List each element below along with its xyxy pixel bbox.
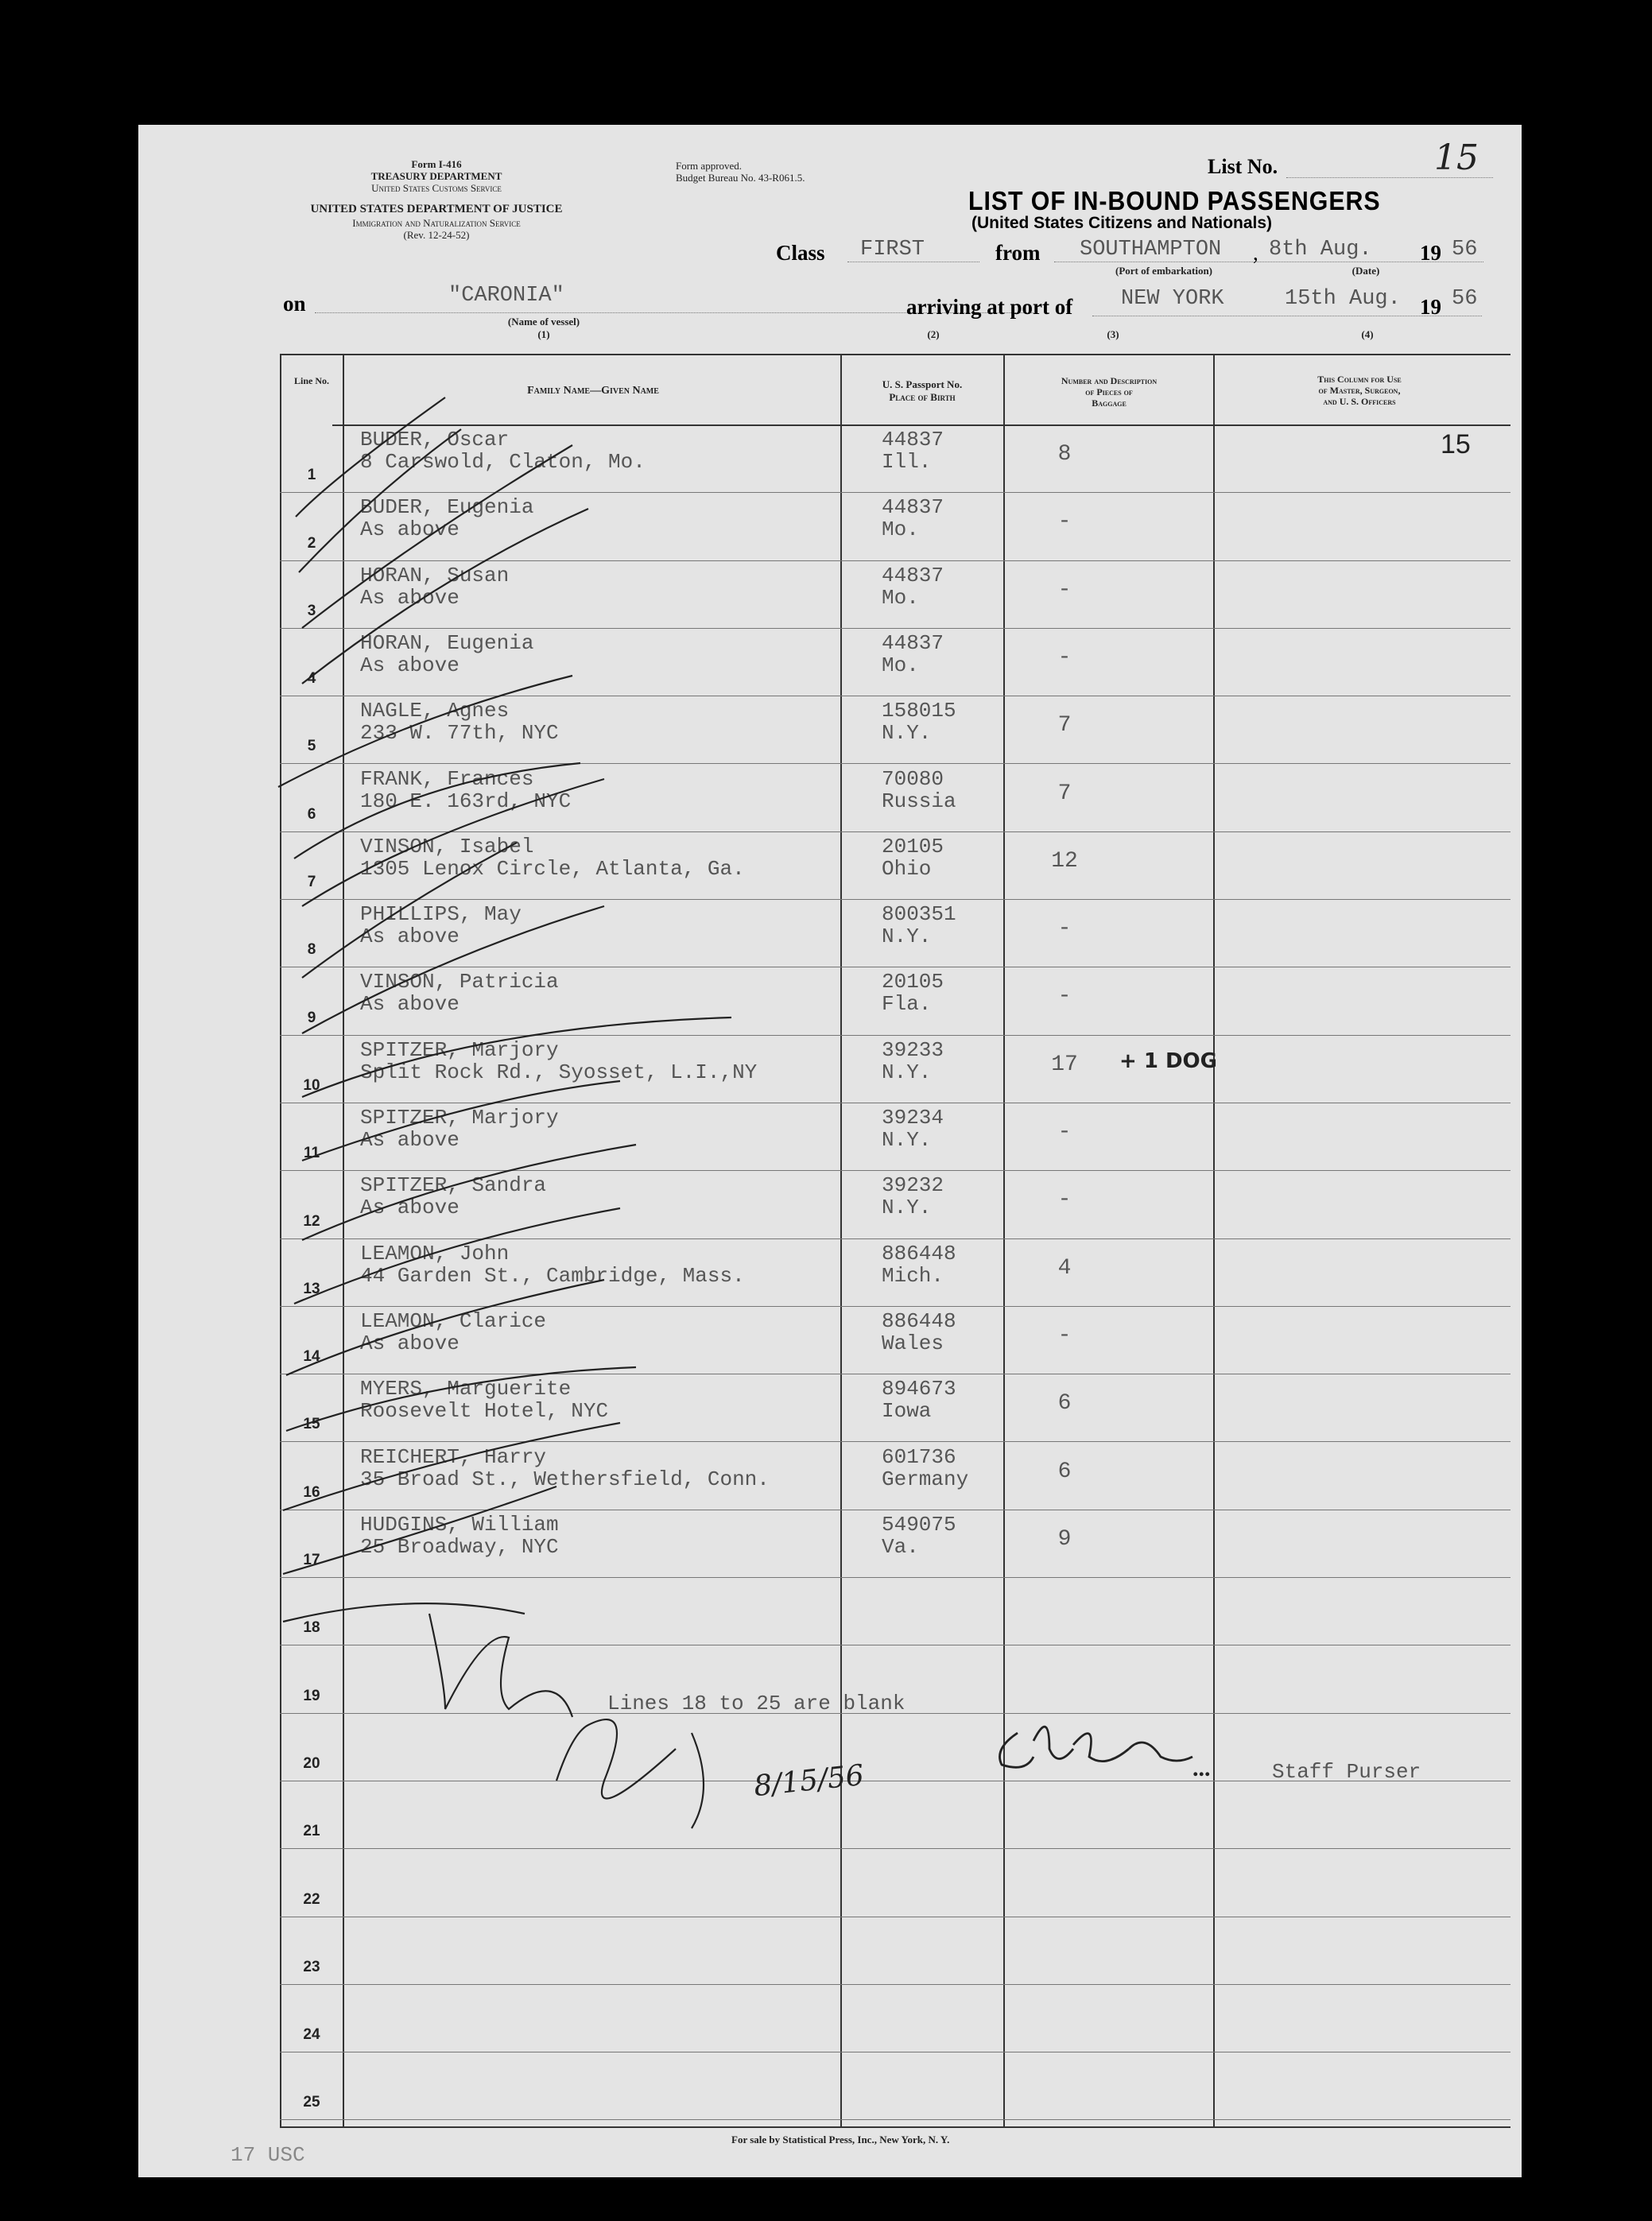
table-row xyxy=(280,901,1510,967)
passenger-name: SPITZER, Marjory xyxy=(360,1106,559,1130)
line-number: 5 xyxy=(307,738,316,755)
passenger-name: HORAN, Susan xyxy=(360,563,510,587)
line-number: 7 xyxy=(307,874,316,891)
place-of-birth: N.Y. xyxy=(882,924,932,949)
passenger-name: MYERS, Marguerite xyxy=(360,1377,572,1401)
form-number: Form I-416 xyxy=(411,158,462,170)
arrival-port: NEW YORK xyxy=(1121,287,1224,311)
line-number: 17 xyxy=(303,1552,320,1569)
passport-number: 601736 xyxy=(882,1444,956,1469)
header-name: Family Name—Given Name xyxy=(527,385,659,397)
baggage-count: - xyxy=(1057,984,1072,1010)
passport-number: 39232 xyxy=(882,1173,944,1198)
baggage-count: 9 xyxy=(1057,1526,1072,1552)
budget-bureau-number: Budget Bureau No. 43-R061.5. xyxy=(676,172,805,184)
passenger-address: As above xyxy=(360,517,460,542)
passport-number: 549075 xyxy=(882,1512,956,1537)
passenger-name: LEAMON, Clarice xyxy=(360,1308,547,1333)
line-number: 24 xyxy=(303,2026,320,2044)
passenger-name: BUDER, Eugenia xyxy=(360,495,534,520)
table-row xyxy=(280,766,1510,832)
line-number: 6 xyxy=(307,805,316,823)
line-number: 8 xyxy=(307,941,316,959)
table-row xyxy=(280,1172,1510,1238)
passport-number: 44837 xyxy=(882,428,944,452)
baggage-count: 4 xyxy=(1057,1255,1072,1281)
customs-service: United States Customs Service xyxy=(371,182,502,194)
place-of-birth: N.Y. xyxy=(882,1196,932,1220)
table-row xyxy=(280,1308,1510,1374)
place-of-birth: Mo. xyxy=(882,653,919,677)
table-row xyxy=(280,968,1510,1035)
place-of-birth: Iowa xyxy=(882,1399,932,1424)
treasury-department: TREASURY DEPARTMENT xyxy=(370,170,502,182)
arrival-year: 56 xyxy=(1452,287,1478,311)
place-of-birth: Va. xyxy=(882,1534,919,1559)
arriving-label: arriving at port of xyxy=(906,295,1073,319)
passenger-address: As above xyxy=(360,1128,460,1152)
arrival-date: 15th Aug. xyxy=(1285,287,1401,311)
place-of-birth: Fla. xyxy=(882,992,932,1017)
header-officers: and U. S. Officers xyxy=(1323,396,1396,407)
passenger-address: As above xyxy=(360,992,460,1017)
table-row xyxy=(280,1986,1510,2052)
line-number: 10 xyxy=(303,1076,320,1094)
passenger-address: 8 Carswold, Claton, Mo. xyxy=(360,450,646,474)
table-bottom-rule xyxy=(280,2126,1510,2128)
passenger-address: 180 E. 163rd, NYC xyxy=(360,789,572,813)
place-of-birth: Ohio xyxy=(882,856,932,881)
table-row xyxy=(280,1375,1510,1442)
baggage-count: - xyxy=(1057,577,1072,603)
passenger-address: Roosevelt Hotel, NYC xyxy=(360,1399,609,1424)
baggage-count: 6 xyxy=(1057,1391,1072,1417)
passenger-name: HORAN, Eugenia xyxy=(360,630,534,655)
place-of-birth: Mo. xyxy=(882,517,919,542)
vessel-name: "CARONIA" xyxy=(448,284,564,308)
table-row xyxy=(280,1240,1510,1307)
passport-number: 39234 xyxy=(882,1106,944,1130)
line-number: 4 xyxy=(307,670,316,688)
passenger-name: FRANK, Frances xyxy=(360,766,534,791)
passenger-address: As above xyxy=(360,653,460,677)
column-4-caption: (4) xyxy=(1361,328,1374,340)
place-of-birth: Wales xyxy=(882,1331,944,1355)
passport-number: 44837 xyxy=(882,495,944,520)
class-value: FIRST xyxy=(860,238,925,262)
on-label: on xyxy=(283,292,306,316)
inspector-date: 8/15/56 xyxy=(752,1758,866,1804)
passenger-address: 1305 Lenox Circle, Atlanta, Ga. xyxy=(360,856,745,881)
baggage-count: 17 xyxy=(1051,1052,1078,1077)
passenger-name: REICHERT, Harry xyxy=(360,1444,547,1469)
table-top-rule xyxy=(280,354,1510,355)
line-number: 25 xyxy=(303,2094,320,2111)
passport-number: 158015 xyxy=(882,699,956,723)
line-number: 2 xyxy=(307,534,316,552)
passenger-name: LEAMON, John xyxy=(360,1241,510,1266)
line-number: 16 xyxy=(303,1483,320,1501)
line-number: 19 xyxy=(303,1687,320,1704)
line-number: 18 xyxy=(303,1619,320,1637)
date-caption: (Date) xyxy=(1351,265,1380,277)
passenger-address: 233 W. 77th, NYC xyxy=(360,721,559,746)
passenger-address: As above xyxy=(360,585,460,610)
passport-number: 20105 xyxy=(882,834,944,859)
passport-number: 44837 xyxy=(882,630,944,655)
baggage-count: - xyxy=(1057,1323,1072,1348)
table-row xyxy=(280,1444,1510,1510)
place-of-birth: Russia xyxy=(882,789,956,813)
header-officers: This Column for Use xyxy=(1317,374,1402,385)
baggage-count: 7 xyxy=(1057,713,1072,738)
port-embark-caption: (Port of embarkation) xyxy=(1115,265,1213,277)
passenger-name: SPITZER, Sandra xyxy=(360,1173,547,1198)
passenger-address: As above xyxy=(360,1331,460,1355)
line-number: 12 xyxy=(303,1212,320,1230)
from-label: from xyxy=(995,241,1041,265)
passport-number: 886448 xyxy=(882,1241,956,1266)
list-number-value: 15 xyxy=(1434,138,1479,178)
table-row xyxy=(280,1850,1510,1917)
passenger-address: Split Rock Rd., Syosset, L.I.,NY xyxy=(360,1060,758,1084)
baggage-count: - xyxy=(1057,1188,1072,1213)
header-birthplace: Place of Birth xyxy=(889,391,956,403)
header-line-no: Line No. xyxy=(293,375,329,386)
line-number: 22 xyxy=(303,1890,320,1908)
archive-stamp: 17 USC xyxy=(231,2143,305,2167)
line-number: 23 xyxy=(303,1958,320,1975)
immigration-service: Immigration and Naturalization Service xyxy=(352,217,521,229)
baggage-count: - xyxy=(1057,1120,1072,1145)
column-3-caption: (3) xyxy=(1107,328,1119,340)
place-of-birth: N.Y. xyxy=(882,721,932,746)
table-row xyxy=(280,1918,1510,1985)
baggage-extra-note: + 1 DOG xyxy=(1119,1048,1218,1073)
passport-number: 39233 xyxy=(882,1037,944,1062)
passenger-address: 35 Broad St., Wethersfield, Conn. xyxy=(360,1467,770,1491)
table-row xyxy=(280,426,1510,493)
line-number: 11 xyxy=(303,1145,320,1162)
passenger-name: NAGLE, Agnes xyxy=(360,699,510,723)
class-label: Class xyxy=(776,241,825,265)
form-subtitle: (United States Citizens and Nationals) xyxy=(971,214,1273,232)
place-of-birth: Germany xyxy=(882,1467,969,1491)
table-row xyxy=(280,2053,1510,2120)
department-of-justice: UNITED STATES DEPARTMENT OF JUSTICE xyxy=(310,203,563,215)
table-row xyxy=(280,1579,1510,1645)
passport-number: 20105 xyxy=(882,970,944,994)
vessel-caption: (Name of vessel) xyxy=(507,316,580,328)
blank-lines-note: Lines 18 to 25 are blank xyxy=(607,1692,905,1715)
table-row xyxy=(280,1037,1510,1103)
table-row xyxy=(280,1511,1510,1578)
publisher-footer: For sale by Statistical Press, Inc., New York, N. Y. xyxy=(731,2134,950,2145)
column-2-caption: (2) xyxy=(927,328,940,340)
passport-number: 894673 xyxy=(882,1377,956,1401)
header-passport: U. S. Passport No. xyxy=(882,378,963,390)
table-row xyxy=(280,494,1510,560)
line-number: 1 xyxy=(307,467,316,484)
table-row xyxy=(280,1782,1510,1849)
baggage-count: 6 xyxy=(1057,1459,1072,1484)
purser-title: Staff Purser xyxy=(1272,1760,1421,1784)
passenger-name: VINSON, Isabel xyxy=(360,834,534,859)
form-revision: (Rev. 12-24-52) xyxy=(403,229,470,241)
baggage-count: 12 xyxy=(1051,848,1078,874)
line-number: 14 xyxy=(303,1348,320,1366)
line-number: 13 xyxy=(303,1280,320,1297)
baggage-count: 8 xyxy=(1057,442,1072,467)
passport-number: 44837 xyxy=(882,563,944,587)
passenger-address: 44 Garden St., Cambridge, Mass. xyxy=(360,1263,745,1288)
arrival-year-prefix: 19 xyxy=(1420,295,1441,319)
passenger-name: PHILLIPS, May xyxy=(360,902,522,927)
passenger-address: 25 Broadway, NYC xyxy=(360,1534,559,1559)
line-number: 21 xyxy=(303,1823,320,1840)
table-row xyxy=(280,562,1510,629)
passport-number: 800351 xyxy=(882,902,956,927)
table-row xyxy=(280,1104,1510,1171)
line-number: 9 xyxy=(307,1009,316,1026)
passenger-name: VINSON, Patricia xyxy=(360,970,559,994)
place-of-birth: N.Y. xyxy=(882,1128,932,1152)
embarkation-date: 8th Aug. xyxy=(1269,238,1372,262)
passport-number: 70080 xyxy=(882,766,944,791)
passenger-name: SPITZER, Marjory xyxy=(360,1037,559,1062)
passenger-address: As above xyxy=(360,924,460,949)
baggage-count: - xyxy=(1057,510,1072,535)
place-of-birth: Mo. xyxy=(882,585,919,610)
passenger-address: As above xyxy=(360,1196,460,1220)
officer-note: 15 xyxy=(1441,429,1471,459)
passenger-name: BUDER, Oscar xyxy=(360,428,510,452)
embark-comma: , xyxy=(1253,241,1258,265)
line-number: 20 xyxy=(303,1754,320,1772)
header-baggage: Number and Description xyxy=(1061,375,1158,386)
list-number-label: List No. xyxy=(1208,155,1278,178)
baggage-count: - xyxy=(1057,917,1072,942)
baggage-count: 7 xyxy=(1057,781,1072,806)
place-of-birth: Mich. xyxy=(882,1263,944,1288)
passport-number: 886448 xyxy=(882,1308,956,1333)
line-number: 15 xyxy=(303,1416,320,1433)
purser-signature xyxy=(994,1722,1154,1762)
place-of-birth: Ill. xyxy=(882,450,932,474)
header-baggage: of Pieces of xyxy=(1085,386,1133,397)
purser-dots: ... xyxy=(1192,1755,1211,1781)
embark-year-prefix: 19 xyxy=(1420,241,1441,265)
form-approved: Form approved. xyxy=(676,160,743,172)
header-baggage: Baggage xyxy=(1092,397,1127,409)
passenger-name: HUDGINS, William xyxy=(360,1512,559,1537)
embarkation-year: 56 xyxy=(1452,238,1478,262)
form-title: LIST OF IN-BOUND PASSENGERS xyxy=(968,186,1381,215)
header-officers: of Master, Surgeon, xyxy=(1318,385,1401,396)
baggage-count: - xyxy=(1057,645,1072,670)
place-of-birth: N.Y. xyxy=(882,1060,932,1084)
line-number: 3 xyxy=(307,602,316,619)
table-row xyxy=(280,833,1510,900)
port-of-embarkation: SOUTHAMPTON xyxy=(1080,238,1222,262)
table-row xyxy=(280,697,1510,764)
table-row xyxy=(280,630,1510,696)
column-1-caption: (1) xyxy=(537,328,550,340)
